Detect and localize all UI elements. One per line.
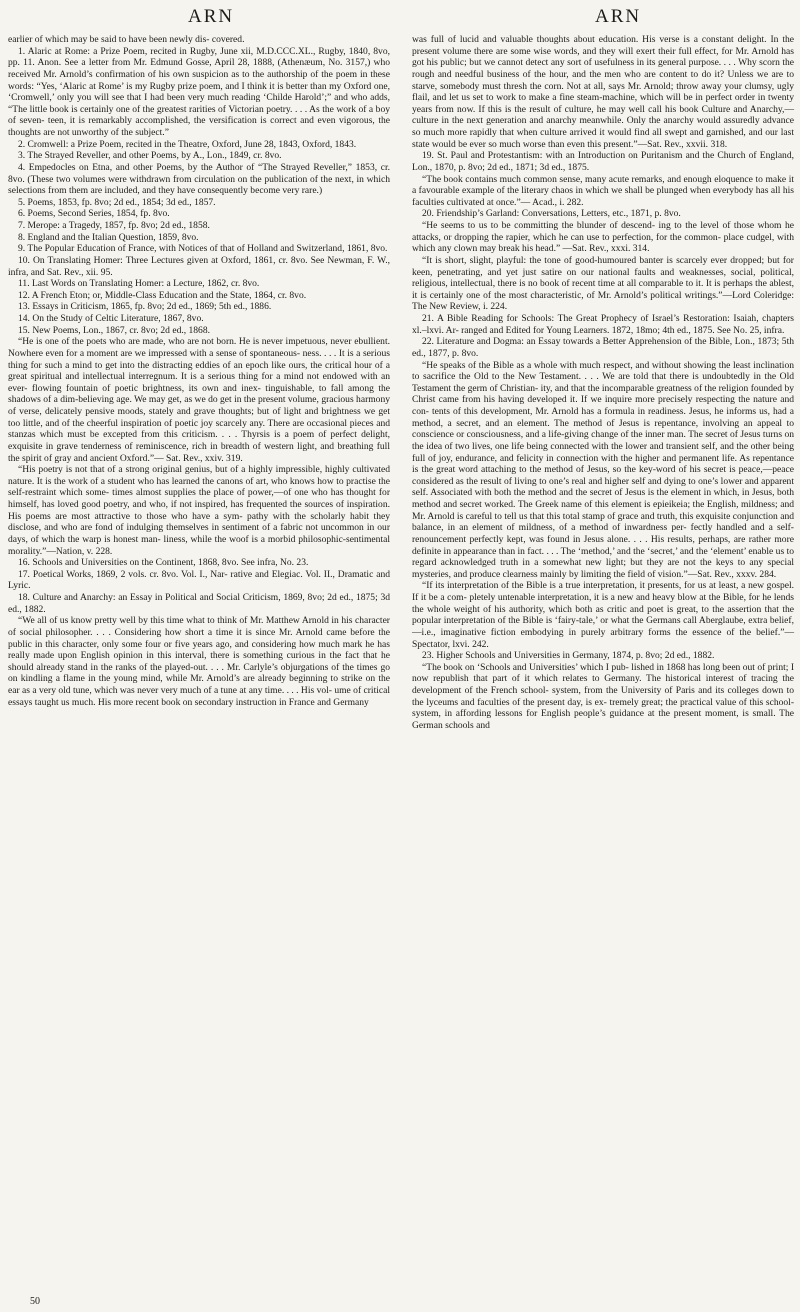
paragraph: “He seems to us to be committing the blunder of descend- ing to the level of those whom he attacks, or dropping the rapier, which he can use to perfection, for the common- place cudgel, with which any clown may break his head.” —Sat. Rev., xxxi. 314. — [412, 220, 794, 255]
paragraph: 22. Literature and Dogma: an Essay towards a Better Apprehension of the Bible, Lon., 1873; 5th ed., 1877, p. 8vo. — [412, 336, 794, 359]
page-number: 50 — [30, 1296, 40, 1307]
paragraph: 4. Empedocles on Etna, and other Poems, by the Author of “The Strayed Reveller,” 1853, cr. 8vo. (These two volumes were withdrawn from circulation on the publication of the next, in which selections from them are included, and they have consequently become very rare.) — [8, 161, 390, 197]
paragraph: 17. Poetical Works, 1869, 2 vols. cr. 8vo. Vol. I., Nar- rative and Elegiac. Vol. II., Dramatic and Lyric. — [8, 568, 390, 592]
paragraph: 23. Higher Schools and Universities in Germany, 1874, p. 8vo; 2d ed., 1882. — [422, 650, 715, 662]
paragraph: 14. On the Study of Celtic Literature, 1867, 8vo. — [18, 313, 204, 324]
paragraph: 19. St. Paul and Protestantism: with an Introduction on Puritanism and the Church of England, Lon., 1870, p. 8vo; 2d ed., 1871; 3d ed., 1875. — [412, 150, 794, 173]
paragraph: 20. Friendship’s Garland: Conversations, Letters, etc., 1871, p. 8vo. — [422, 208, 681, 220]
right-column — [412, 34, 794, 732]
paragraph: 5. Poems, 1853, fp. 8vo; 2d ed., 1854; 3d ed., 1857. — [18, 196, 216, 208]
paragraph: “It is short, slight, playful: the tone of good-humoured banter is scarcely ever dropped; but for keen, penetrating, and yet just satire on our national faults and weaknesses, social, political, religious, intellectual, there is no book of recent time at all comparable to it. It is perhaps the ablest, it is certainly one of the most characteristic, of Mr. Arnold’s political writings.”—Lord Coleridge: The New Review, i. 224. — [412, 254, 794, 313]
paragraph: 11. Last Words on Translating Homer: a Lecture, 1862, cr. 8vo. — [18, 278, 260, 290]
header-left: ARN — [188, 6, 235, 27]
paragraph: “He speaks of the Bible as a whole with much respect, and without showing the least inclination to sacrifice the Old to the New Testament. . . . We are told that there is undoubtedly in the Old Testament the germ of Christian- ity, and that the incomparable greatness of the religion founded by Christ came from his having developed it. If we inquire more precisely respecting the nature and con- tents of this development, Mr. Arnold has a formula in readiness. Jesus, he informs us, had a method, a secret, and an element. The method of Jesus is repentance, involving an appeal to conscience or consciousness, and a life-giving change of the inner man. The secret of Jesus turns on the idea of two lives, one life being connected with the lower and transient self, and the other being full of joy, endurance, and felicity in connection with the higher and permanent life. As repentance is the great word attaching to the method of Jesus, so the key-word of his secret is peace,—peace considered as the result of living to one’s real and higher self and dying to one’s lower and apparent self. Associated with both the method and the secret of Jesus is the element in which, in Jesus, both method and secret worked. The Greek name of this element is epieikeia; the English, mildness; and Mr. Arnold is careful to tell us that this total stamp of grace and truth, this exquisite conjunction and balance, in an element of mildness, of a method of inwardness per- fectly handled and a self-renouncement perfectly kept, was found in Jesus alone. . . . His results, perhaps, are rather more definite in appearance than in fact. . . . The ‘method,’ and the ‘secret,’ and the ‘element’ enable us to regard acknowledged truth in a somewhat new light; but they are not the keys to any special mysteries, and produce clearness mainly by limiting the field of vision.”—Sat. Rev., xxxv. 284. — [412, 359, 794, 580]
paragraph: 15. New Poems, Lon., 1867, cr. 8vo; 2d ed., 1868. — [18, 324, 210, 336]
paragraph: 13. Essays in Criticism, 1865, fp. 8vo; 2d ed., 1869; 5th ed., 1886. — [18, 301, 272, 313]
paragraph: 1. Alaric at Rome: a Prize Poem, recited in Rugby, June xii, M.D.CCC.XL., Rugby, 1840, 8vo, pp. 11. Anon. See a letter from Mr. Edmund Gosse, April 28, 1888, (Athenæum, No. 3157,) who received Mr. Arnold’s confirmation of his own suspicion as to the authorship of the poem in these words: “Yes, ‘Alaric at Rome’ is my Rugby prize poem, and I think it is better than my Oxford one, ‘Cromwell,’ only you will see that I had been very much reading ‘Childe Harold’;” and who adds, “The little book is certainly one of the greatest rarities of Victorian poetry. . . . As the work of a boy of seven- teen, it is remarkably accomplished, the versification is correct and even vigorous, the thoughts are not unworthy of the subject.” — [8, 45, 390, 138]
paragraph: 6. Poems, Second Series, 1854, fp. 8vo. — [18, 208, 170, 220]
paragraph: 3. The Strayed Reveller, and other Poems, by A., Lon., 1849, cr. 8vo. — [18, 150, 282, 162]
paragraph: “His poetry is not that of a strong original genius, but of a highly impressible, highly cultivated nature. It is the work of a student who has learned the canons of art, who knows how to practise the self-restraint which some- times almost supplies the place of power,—of one who has thought for himself, has loved good poetry, and who, if not inspired, has frequented the sources of inspiration. His poems are most attractive to those who have a sym- pathy with the scholarly habit they disclose, and who are fond of indulging themselves in sentiment of a fabric not uncommon in our days, of which the warp is honest man- liness, while the woof is a morbid philosophic-sentimental morality.”—Nation, v. 228. — [8, 464, 390, 557]
paragraph: “The book on ‘Schools and Universities’ which I pub- lished in 1868 has long been out of print; I now republish that part of it which relates to Germany. The historical interest of tracing the development of the French school- system, from the University of Paris and its colleges down to the lyceums and faculties of the present day, is ex- tremely great; the practical value of this school-system, in affording lessons for English people’s guidance at the present moment, is small. The German schools and — [412, 661, 794, 731]
paragraph: 2. Cromwell: a Prize Poem, recited in the Theatre, Oxford, June 28, 1843, Oxford, 1843. — [18, 138, 357, 150]
left-column — [8, 34, 390, 708]
paragraph: 8. England and the Italian Question, 1859, 8vo. — [18, 231, 199, 243]
paragraph: was full of lucid and valuable thoughts about education. His verse is a constant delight. In the present volume there are some wise words, and they will exert their full effect, for Mr. Arnold has got his public; but we cannot detect any sort of usefulness in its general purpose. . . . Why scorn the rough and needful business of the hour, and the men who are content to do it? Unless we are to starve, somebody must thresh the corn. Not at all, says Mr. Arnold; throw away your clumsy, ugly flail, and let us set to work to make a fine steam-machine, which will be in perfect order in twenty years from now. If this is the result of culture, he may well call his book Culture and Anarchy,—culture in the next generation and anarchy meanwhile. Only the anarchy would assuredly advance so much more rapidly that when culture arrived it would find all swept and garnished, and our last state would be ever so much worse than even this present.”—Sat. Rev., xxvii. 318. — [412, 34, 794, 150]
header-right: ARN — [595, 6, 642, 27]
paragraph: “He is one of the poets who are made, who are not born. He is never impetuous, never ebullient. Nowhere even for a moment are we impressed with a sense of spontaneous- ness. . . . It is a serious thing for such a mind to get into the distracting eddies of an epoch like ours, the critical hour of a great spiritual and intellectual interregnum. It is a serious thing for a mind not endowed with an ever- flowing fountain of poetic brightness, its own and inex- tinguishable, to fall among the shadows of a dim-believing age. We may get, as we do get in the present volume, gracious harmony of verse, delicately pensive moods, stately and grave thoughts; but of light and brightness we get too little, and of the cheerful inspiration of poetic joy scarcely any. There are occasional pieces and stanzas which must be excepted from this criticism. . . . Thyrsis is a poem of perfect delight, exquisite in grave tenderness of reminiscence, rich in breadth of western light, and breathing full the spirit of gray and ancient Oxford.”— Sat. Rev., xxiv. 319. — [8, 336, 390, 464]
paragraph: earlier of which may be said to have been newly dis- covered. — [8, 34, 245, 45]
paragraph: 7. Merope: a Tragedy, 1857, fp. 8vo; 2d ed., 1858. — [18, 220, 210, 231]
paragraph: 12. A French Eton; or, Middle-Class Education and the State, 1864, cr. 8vo. — [18, 289, 307, 301]
paragraph: 18. Culture and Anarchy: an Essay in Political and Social Criticism, 1869, 8vo; 2d ed., 1875; 3d ed., 1882. — [8, 592, 390, 615]
paragraph: 16. Schools and Universities on the Continent, 1868, 8vo. See infra, No. 23. — [18, 557, 309, 569]
paragraph: “If its interpretation of the Bible is a true interpretation, it presents, for us at least, a new gospel. If it be a com- pletely untenable interpretation, it is a new and heavy blow at the Bible, for he lends the whole weight of his authority, which both as critic and poet is great, to the assertion that the popular interpretation of the Bible is ‘fairy-tale,’ or what the Germans call Aberglaube, extra belief,—i.e., imaginative fiction embodying in purely arbitrary forms the essence of the belief.”—Spectator, lxvi. 242. — [412, 580, 794, 650]
running-header — [0, 0, 800, 34]
paragraph: 10. On Translating Homer: Three Lectures given at Oxford, 1861, cr. 8vo. See Newman, F. W., infra, and Sat. Rev., xii. 95. — [8, 254, 390, 278]
paragraph: 9. The Popular Education of France, with Notices of that of Holland and Switzerland, 1861, 8vo. — [18, 243, 388, 255]
paragraph: “We all of us know pretty well by this time what to think of Mr. Matthew Arnold in his character of social philosopher. . . . Considering how short a time it is since Mr. Arnold came before the public in this character, only some four or five years ago, and considering how much mark he has really made upon English opinion in this interval, there is something curious in the fact that he should already stand in the ranks of the played-out. . . . Mr. Carlyle’s objurgations of the times go on kindling a flame in the young mind, while Mr. Arnold’s are already beginning to strike on the ear as a very old tune, which was never very much of a tune at any time. . . . His vol- ume of critical essays taught us much. His more recent book on secondary instruction in France and Germany — [8, 615, 391, 708]
paragraph: “The book contains much common sense, many acute remarks, and enough eloquence to make it a favourable example of the literary chaos in which we shall be plunged when everybody has all his faculties cultivated at once.”— Acad., i. 282. — [412, 173, 794, 208]
paragraph: 21. A Bible Reading for Schools: The Great Prophecy of Israel’s Restoration: Isaiah, chapters xl.–lxvi. Ar- ranged and Edited for Young Learners. 1872, 18mo; 4th ed., 1875. See No. 25, infra. — [412, 313, 794, 336]
